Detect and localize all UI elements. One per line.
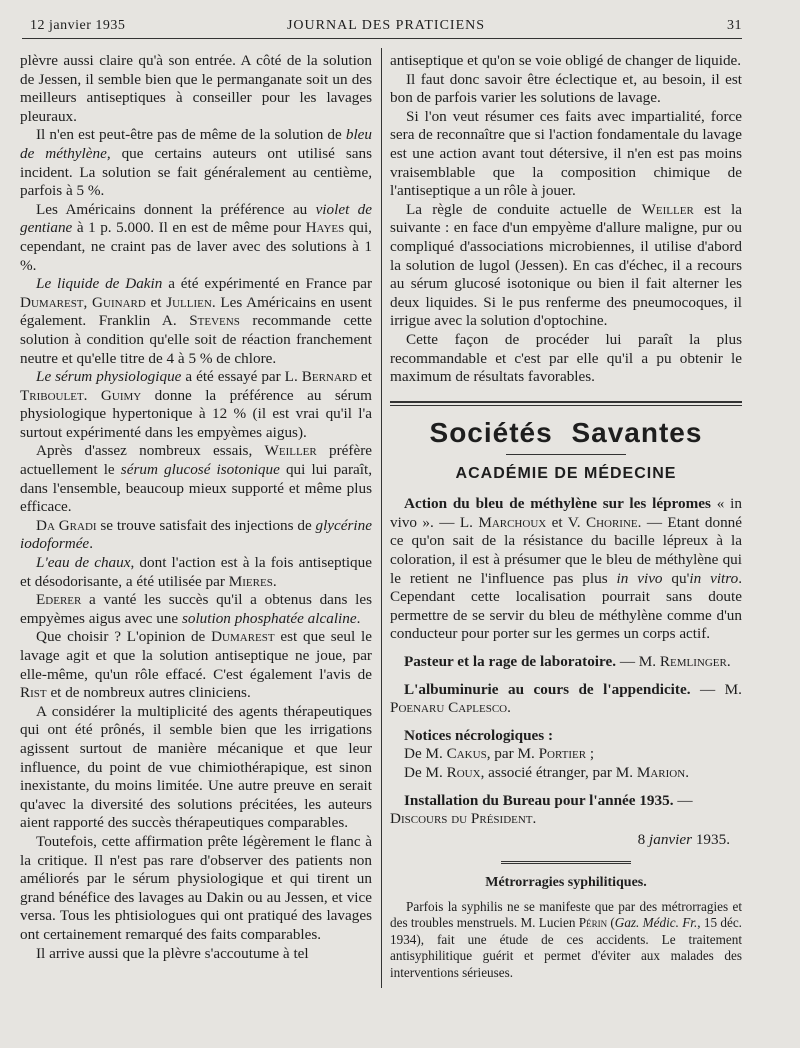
entry-obituaries: Notices nécrologiques : De M. Cakus, par M. Portier ; De M. Roux, associé étranger, par M. Marion. <box>404 726 689 781</box>
paragraph: Da Gradi se trouve satisfait des injections de glycérine iodoformée. <box>20 516 372 553</box>
paragraph: Il n'en est peut-être pas de même de la solution de bleu de méthylène, que certains auteurs ont utilisé sans incident. La solution se fait généralement au centième, parfois à 5 %. <box>20 126 372 200</box>
paragraph: plèvre aussi claire qu'à son entrée. A côté de la solution de Jessen, il semble bien que le permanganate soit un des meilleurs antiseptiques à conseiller pour les lavages pleuraux. <box>20 52 372 125</box>
paragraph: Que choisir ? L'opinion de Dumarest est que seul le lavage agit et que la solution antiseptique ne joue, par elle-même, qu'un rôle effacé. C'est également l'avis de Rist et de nombreux autres cliniciens. <box>20 628 372 702</box>
section-title: Sociétés Savantes <box>429 416 703 448</box>
left-column <box>20 52 372 963</box>
title-rule <box>506 454 626 455</box>
paragraph: Il arrive aussi que la plèvre s'accoutume à tel <box>36 944 309 962</box>
paragraph: Les Américains donnent la préférence au violet de gentiane à 1 p. 5.000. Il en est de même pour Hayes qui, cependant, ne craint pas de laver avec des solutions à 1 %. <box>20 200 372 274</box>
paragraph: Il faut donc savoir être éclectique et, au besoin, il est bon de parfois varier les solutions de lavage. <box>390 70 742 107</box>
subsection-title: Métrorragies syphilitiques. <box>485 875 647 891</box>
paragraph: Si l'on veut résumer ces faits avec impartialité, force sera de reconnaître que si l'action fondamentale du lavage est une action avant tout détersive, il n'en est pas moins vraisemblable que la composition chimique de l'antiseptique a un rôle à jouer. <box>390 107 742 200</box>
header-date: 12 janvier 1935 <box>30 18 126 33</box>
page-header <box>30 14 742 34</box>
paragraph: Le sérum physiologique a été essayé par L. Bernard et Triboulet. Guimy donne la préférence au sérum physiologique hypertonique à 12 % (il est vrai qu'il l'a surtout expérimenté dans les empyèmes aigus). <box>20 368 372 441</box>
entry-installation: Installation du Bureau pour l'année 1935. — Discours du Président. 8 janvier 1935. <box>390 792 742 850</box>
column-divider <box>381 48 382 988</box>
paragraph: Parfois la syphilis ne se manifeste que par des métrorragies et des troubles menstruels. M. Lucien Périn (Gaz. Médic. Fr., 15 déc. 1934), fait une étude de ces accidents. Le traitement antisyphilitique guérit et permet d'éviter aux malades des interventions sérieuses. <box>390 898 742 980</box>
paragraph: antiseptique et qu'on se voie obligé de changer de liquide. <box>390 52 742 69</box>
subsection-divider <box>501 861 631 864</box>
academy-heading: ACADÉMIE DE MÉDECINE <box>455 464 677 482</box>
paragraph: Toutefois, cette affirmation prête légèrement le flanc à la critique. Il n'est pas rare d'observer des patients non améliorés par le sérum physiologique et qui tirent un grand bénéfice des lavages au Dakin ou au Jessen, et vice versa. Tous les phtisiologues qui ont pratiqué des lavages ont certainement remarqué des faits comparables. <box>20 832 372 943</box>
entry-rabies: Pasteur et la rage de laboratoire. — M. Remlinger. <box>404 653 731 671</box>
paragraph: Ederer a vanté les succès qu'il a obtenus dans les empyèmes aigus avec une solution phosphatée alcaline. <box>20 591 372 627</box>
header-page-number: 31 <box>727 18 742 33</box>
paragraph: Cette façon de procéder lui paraît la plus recommandable et c'est par elle qu'il a pu obtenir le maximum de résultats favorables. <box>390 330 742 386</box>
section-divider <box>390 401 742 406</box>
signoff-date: 8 janvier 1935. <box>637 830 730 848</box>
paragraph: L'eau de chaux, dont l'action est à la fois antiseptique et désodorisante, a été utilisée par Mieres. <box>20 554 372 590</box>
right-column <box>390 52 742 981</box>
entry-leprosy: Action du bleu de méthylène sur les lépromes « in vivo ». — L. Marchoux et V. Chorine. — Etant donné ce qu'on sait de la résistance du bacille lépreux à la coloration, il est à présumer que le bleu de méthylène qui le retient ne l'influence pas plus in vivo qu'in vitro. Cependant cette localisation pourrait sans doute permettre de se servir du bleu de méthylène comme d'un conducteur pour porter sur les germes un corps actif. <box>390 495 742 643</box>
paragraph: A considérer la multiplicité des agents thérapeutiques qui ont été prônés, il semble bien que les irrigations agissent surtout de manière mécanique et que leur influence, du point de vue chimiothérapique, est sinon inexistante, du moins limitée. Une autre preuve en serait qu'avec la diversité des solutions précitées, les auteurs aient rapporté des succès thérapeutiques comparables. <box>20 702 372 832</box>
paragraph: Le liquide de Dakin a été expérimenté en France par Dumarest, Guinard et Jullien. Les Américains en usent également. Franklin A. Stevens recommande cette solution à condition qu'elle soit de réaction franchement neutre et qu'elle titre de 4 à 5 % de chlore. <box>20 275 373 367</box>
header-journal-title: JOURNAL DES PRATICIENS <box>286 18 486 33</box>
paragraph: La règle de conduite actuelle de Weiller est la suivante : en face d'un empyème d'allure maligne, pur ou compliqué d'associations microbiennes, il utilise d'abord la solution de lugol (Jessen). En cas d'échec, il a recours au sérum glucosé isotonique ou bien il fait alterner les deux liquides. Si le pus renferme des pneumocoques, il irrigue avec la solution d'optochine. <box>390 200 742 330</box>
paragraph: Après d'assez nombreux essais, Weiller préfère actuellement le sérum glucosé isotonique qui lui paraît, dans l'ensemble, beaucoup mieux supporté et même plus efficace. <box>20 442 373 516</box>
header-rule <box>22 38 742 39</box>
entry-albuminuria: L'albuminurie au cours de l'appendicite. — M. Poenaru Caplesco. <box>390 680 742 717</box>
